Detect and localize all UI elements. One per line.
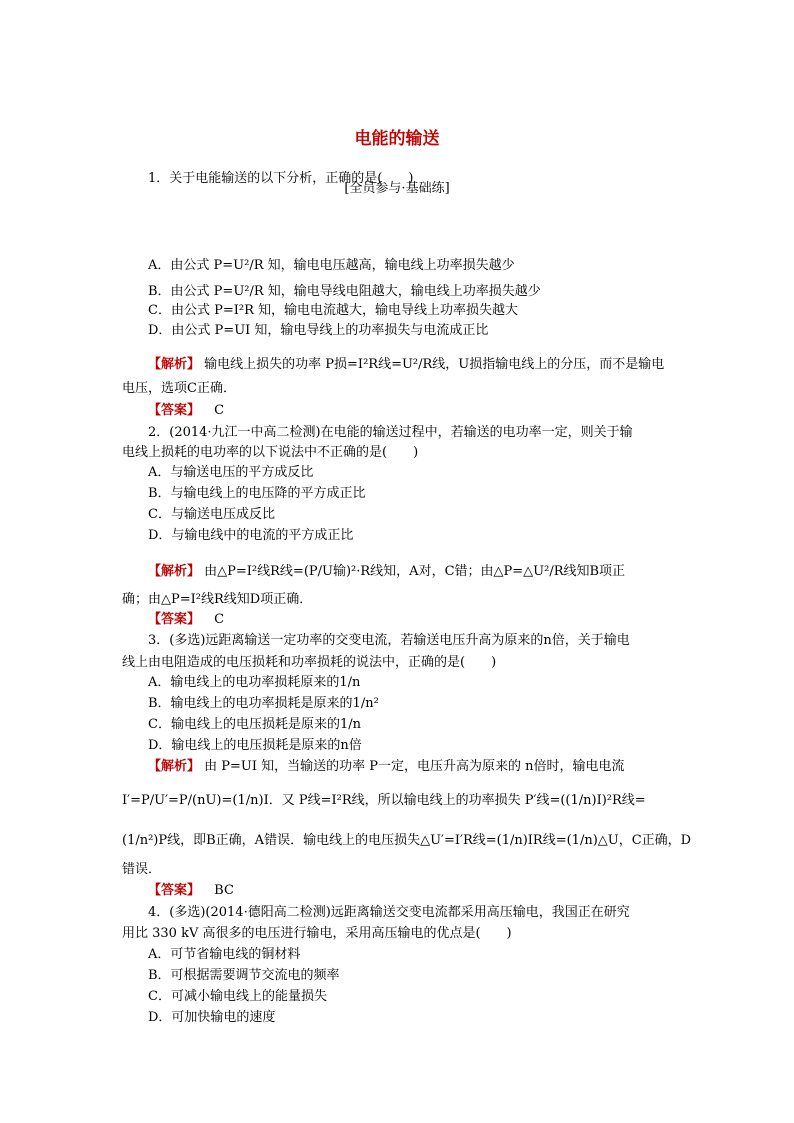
q4-option-c: C．可减小输电线上的能量损失 xyxy=(148,989,327,1004)
q3-answer-line xyxy=(148,882,234,900)
q1-option-c: C．由公式 P=I²R 知，输电电流越大，输电导线上功率损失越大 xyxy=(148,303,518,318)
analysis-tag: 【解析】 xyxy=(148,759,201,774)
q4-stem-line2: 用比 330 kV 高很多的电压进行输电，采用高压输电的优点是( ) xyxy=(122,926,512,941)
answer-tag: 【答案】 xyxy=(148,883,201,898)
q2-answer-line xyxy=(148,611,224,629)
q3-analysis-text: 由 P=UI 知，当输送的功率 P一定，电压升高为原来的 n倍时，输电电流 xyxy=(204,759,625,774)
q1-answer: C xyxy=(214,403,225,418)
q1-analysis-line1 xyxy=(148,356,664,374)
answer-tag: 【答案】 xyxy=(148,403,201,418)
q2-analysis-line1 xyxy=(148,563,625,581)
q2-answer: C xyxy=(214,612,225,627)
q3-analysis-line3: (1/n²)P线，即B正确，A错误．输电线上的电压损失△U′=I′R线=(1/n)IR线=(1/n)△U，C正确，D xyxy=(122,833,692,848)
q1-option-a: A．由公式 P=U²/R 知，输电电压越高，输电线上功率损失越少 xyxy=(148,258,515,273)
q3-answer: BC xyxy=(214,883,234,898)
q2-option-a: A．与输送电压的平方成反比 xyxy=(148,465,314,480)
q3-option-d: D．输电线上的电压损耗是原来的n倍 xyxy=(148,738,362,753)
q3-analysis-line1 xyxy=(148,758,625,776)
q2-option-b: B．与输电线上的电压降的平方成正比 xyxy=(148,486,366,501)
q1-option-d: D．由公式 P=UI 知，输电导线上的功率损失与电流成正比 xyxy=(148,323,489,338)
q4-option-b: B．可根据需要调节交流电的频率 xyxy=(148,968,340,983)
q4-option-a: A．可节省输电线的铜材料 xyxy=(148,947,301,962)
q4-stem-line1: 4．(多选)(2014·德阳高二检测)远距离输送交变电流都采用高压输电，我国正在研究 xyxy=(148,905,630,920)
page-title: 电能的输送 xyxy=(354,129,440,149)
q2-option-d: D．与输电线中的电流的平方成正比 xyxy=(148,528,354,543)
section-heading: [全员参与·基础练] xyxy=(344,181,450,196)
answer-tag: 【答案】 xyxy=(148,612,201,627)
q2-stem-line1: 2．(2014·九江一中高二检测)在电能的输送过程中，若输送的电功率一定，则关于输 xyxy=(148,425,633,440)
q1-analysis-text: 输电线上损失的功率 P损=I²R线=U²/R线，U损指输电线上的分压，而不是输电 xyxy=(204,357,665,372)
q2-analysis-text: 由△P=I²线R线=(P/U输)²·R线知，A对，C错；由△P=△U²/R线知B项正 xyxy=(204,564,626,579)
q3-option-b: B．输电线上的电功率损耗是原来的1/n² xyxy=(148,696,379,711)
analysis-tag: 【解析】 xyxy=(148,564,201,579)
q2-stem-line2: 电线上损耗的电功率的以下说法中不正确的是( ) xyxy=(122,445,419,460)
q3-analysis-line2: I′=P/U′=P/(nU)=(1/n)I．又 P线=I²R线，所以输电线上的功率损失 P′线=((1/n)I)²R线= xyxy=(122,793,646,808)
q3-stem-line1: 3．(多选)远距离输送一定功率的交变电流，若输送电压升高为原来的n倍，关于输电 xyxy=(148,633,630,648)
q1-analysis-line2: 电压，选项C正确． xyxy=(122,381,236,396)
q4-option-d: D．可加快输电的速度 xyxy=(148,1010,276,1025)
q3-stem-line2: 线上由电阻造成的电压损耗和功率损耗的说法中，正确的是( ) xyxy=(122,655,497,670)
analysis-tag: 【解析】 xyxy=(148,357,201,372)
q2-analysis-line2: 确；由△P=I²线R线知D项正确． xyxy=(122,592,313,607)
q1-stem: 1．关于电能输送的以下分析，正确的是( ) xyxy=(148,171,414,186)
q3-analysis-line4: 错误． xyxy=(122,862,162,877)
q1-option-b: B．由公式 P=U²/R 知，输电导线电阻越大，输电线上功率损失越少 xyxy=(148,284,541,299)
q1-answer-line xyxy=(148,402,224,420)
q3-option-c: C．输电线上的电压损耗是原来的1/n xyxy=(148,717,361,732)
q3-option-a: A．输电线上的电功率损耗原来的1/n xyxy=(148,675,361,690)
q2-option-c: C．与输送电压成反比 xyxy=(148,507,275,522)
